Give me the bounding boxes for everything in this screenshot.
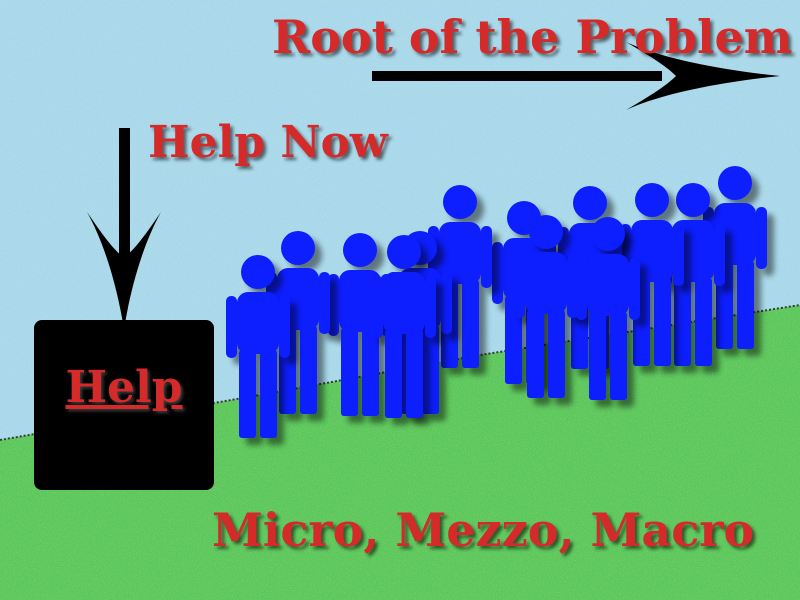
help-now-label: Help Now xyxy=(148,117,388,168)
help-box xyxy=(34,320,214,490)
help-box-label: Help xyxy=(65,362,183,413)
micro-mezzo-macro-label: Micro, Mezzo, Macro xyxy=(212,503,755,557)
root-of-problem-title: Root of the Problem xyxy=(272,10,793,64)
